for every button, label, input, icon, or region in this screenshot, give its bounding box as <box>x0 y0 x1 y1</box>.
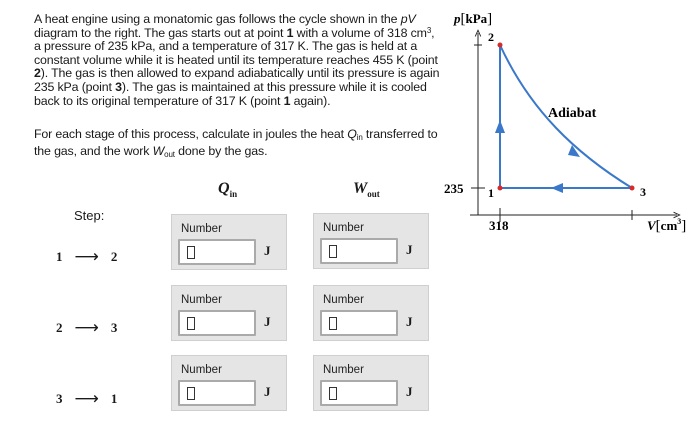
point-1-label: 1 <box>488 186 494 200</box>
step-label: Step: <box>74 208 105 223</box>
point-1-marker <box>498 186 503 191</box>
unit-label: J <box>406 314 413 329</box>
number-label: Number <box>181 223 222 235</box>
y-tick-label-235: 235 <box>444 181 464 196</box>
unit-label: J <box>406 384 413 399</box>
y-axis-label: p[kPa] <box>454 11 493 27</box>
column-header-q-in: $Q_{in}$ <box>218 180 238 199</box>
adiabat-label: Adiabat <box>548 106 597 121</box>
number-label: Number <box>323 294 364 306</box>
point-3-marker <box>630 186 635 191</box>
unit-label: J <box>264 243 271 258</box>
x-axis-label: $V[cm^3]$ <box>647 217 687 234</box>
point-2-marker <box>498 43 503 48</box>
point-3-label: 3 <box>640 185 646 199</box>
unit-label: J <box>264 384 271 399</box>
row-label-3-1: 3 ⟶ 1 <box>56 389 118 409</box>
problem-paragraph-2: For each stage of this process, calculate in joules the heat $Q_{in}$ transferred to the gas, and the work $W_{out}$ done by the gas. <box>34 127 438 159</box>
point-2-label: 2 <box>488 30 494 44</box>
number-label: Number <box>181 364 222 376</box>
row-label-2-3: 2 ⟶ 3 <box>56 318 118 338</box>
arrow-up-icon <box>495 120 505 133</box>
unit-label: J <box>406 242 413 257</box>
unit-label: J <box>264 314 271 329</box>
x-tick-label-318: 318 <box>489 218 509 233</box>
arrow-down-right-icon <box>568 145 580 157</box>
number-label: Number <box>323 364 364 376</box>
arrow-left-icon <box>551 183 563 193</box>
number-label: Number <box>323 222 364 234</box>
number-label: Number <box>181 294 222 306</box>
problem-paragraph-1: A heat engine using a monatomic gas follows the cycle shown in the pV diagram to the right. The gas starts out at point 1 with a volume of 318 $cm^3$, a pressure of 235 kPa, and a temperature of 317 K. The gas is held at a constant volume while it is heated until its temperature reaches 455 K (point 2). The gas is then allowed to expand adiabatically until its pressure is again 235 kPa (point 3). The gas is maintained at this pressure while it is cooled back to its original temperature of 317 K (point 1 again). <box>34 12 440 108</box>
column-header-w-out: $W_{out}$ <box>353 180 380 199</box>
row-label-1-2: 1 ⟶ 2 <box>56 247 118 267</box>
